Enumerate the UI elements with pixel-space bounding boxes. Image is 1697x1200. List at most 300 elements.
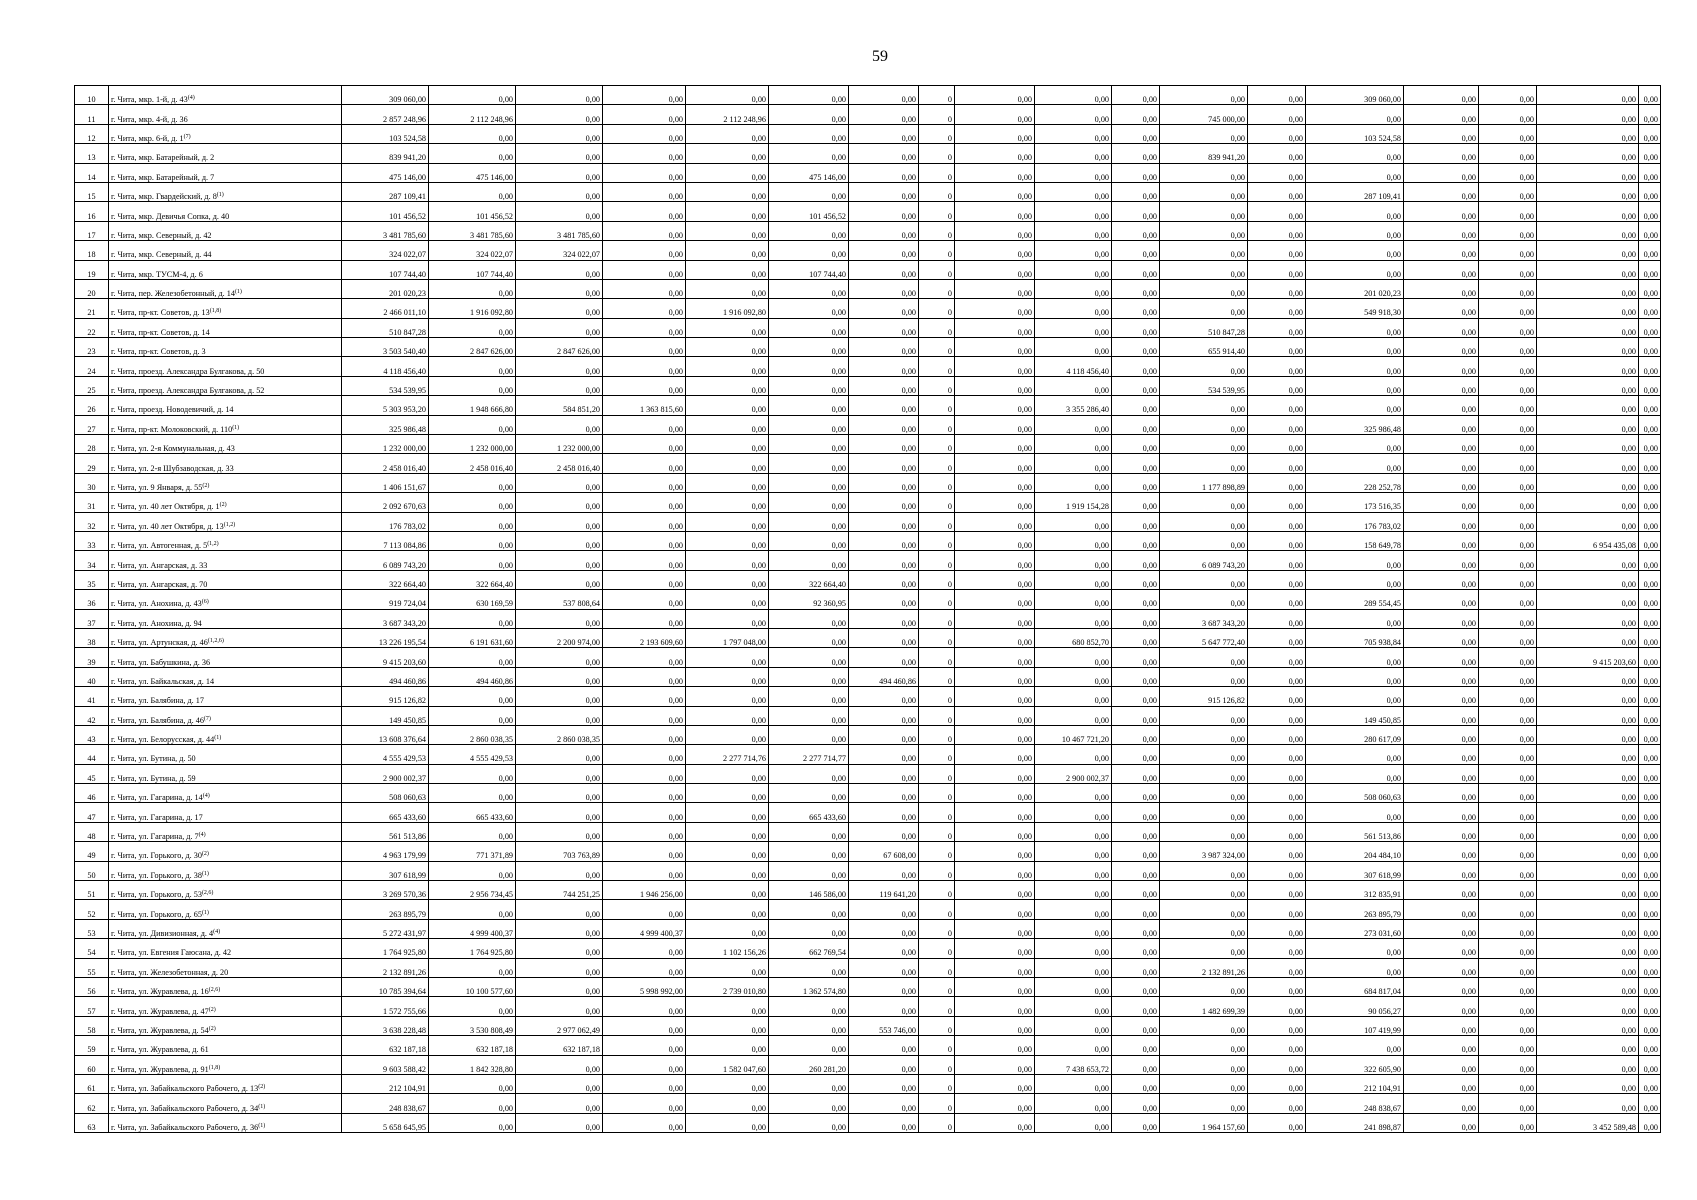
value-cell: 0,00 (849, 415, 919, 434)
value-cell: 0,00 (955, 919, 1035, 938)
value-cell: 1 916 092,80 (686, 299, 769, 318)
value-cell: 0,00 (1160, 182, 1248, 201)
row-number-cell: 53 (75, 919, 109, 938)
value-cell: 0,00 (603, 784, 686, 803)
value-cell: 0,00 (1306, 570, 1404, 589)
value-cell: 0,00 (686, 473, 769, 492)
value-cell: 0,00 (1112, 648, 1160, 667)
value-cell: 0,00 (1479, 473, 1537, 492)
value-cell: 2 458 016,40 (429, 454, 516, 473)
value-cell: 273 031,60 (1306, 919, 1404, 938)
table-row (75, 648, 1661, 667)
value-cell: 0,00 (1479, 706, 1537, 725)
value-cell: 0,00 (1160, 861, 1248, 880)
value-cell: 101 456,52 (342, 202, 429, 221)
address-cell (109, 338, 342, 357)
value-cell: 3 481 785,60 (342, 221, 429, 240)
value-cell: 0,00 (769, 318, 849, 337)
row-number-cell: 58 (75, 1016, 109, 1035)
table-row (75, 493, 1661, 512)
value-cell: 0,00 (1479, 105, 1537, 124)
value-cell: 0,00 (1404, 1016, 1479, 1035)
value-cell: 703 763,89 (516, 842, 603, 861)
address-cell (109, 221, 342, 240)
value-cell: 0,00 (1404, 725, 1479, 744)
address-cell (109, 551, 342, 570)
footnote-marker: (2) (208, 1006, 216, 1013)
value-cell: 1 572 755,66 (342, 997, 429, 1016)
address-text: г. Чита, мкр. 4-й, д. 36 (111, 114, 188, 124)
value-cell: 0,00 (1639, 338, 1661, 357)
value-cell: 0,00 (1479, 279, 1537, 298)
value-cell: 0,00 (429, 124, 516, 143)
value-cell: 0,00 (686, 997, 769, 1016)
value-cell: 0,00 (429, 900, 516, 919)
value-cell: 0,00 (1639, 570, 1661, 589)
value-cell: 4 555 429,53 (342, 745, 429, 764)
value-cell: 0,00 (1537, 881, 1639, 900)
value-cell: 0,00 (1248, 570, 1306, 589)
value-cell: 0,00 (1306, 667, 1404, 686)
value-cell: 4 963 179,99 (342, 842, 429, 861)
value-cell: 9 415 203,60 (342, 648, 429, 667)
value-cell: 260 281,20 (769, 1055, 849, 1074)
value-cell: 92 360,95 (769, 590, 849, 609)
value-cell: 2 112 248,96 (686, 105, 769, 124)
value-cell: 0,00 (1537, 803, 1639, 822)
value-cell: 0,00 (1248, 531, 1306, 550)
value-cell: 0,00 (1537, 454, 1639, 473)
value-cell: 0 (919, 881, 955, 900)
value-cell: 0,00 (849, 628, 919, 647)
value-cell: 0,00 (1112, 512, 1160, 531)
value-cell: 510 847,28 (1160, 318, 1248, 337)
value-cell: 0,00 (1639, 861, 1661, 880)
value-cell: 2 739 010,80 (686, 977, 769, 996)
value-cell: 0,00 (1248, 648, 1306, 667)
value-cell: 0,00 (1639, 881, 1661, 900)
value-cell: 0,00 (516, 997, 603, 1016)
value-cell: 0,00 (1537, 822, 1639, 841)
table-row (75, 260, 1661, 279)
value-cell: 0,00 (1537, 182, 1639, 201)
value-cell: 0,00 (1035, 221, 1112, 240)
value-cell: 0,00 (1537, 977, 1639, 996)
value-cell: 0,00 (429, 493, 516, 512)
value-cell: 0,00 (1639, 163, 1661, 182)
value-cell: 312 835,91 (1306, 881, 1404, 900)
value-cell: 0,00 (1639, 279, 1661, 298)
value-cell: 0 (919, 299, 955, 318)
value-cell: 0,00 (1035, 997, 1112, 1016)
row-number-cell: 27 (75, 415, 109, 434)
value-cell: 680 852,70 (1035, 628, 1112, 647)
value-cell: 0,00 (849, 454, 919, 473)
value-cell: 0,00 (1160, 1074, 1248, 1093)
value-cell: 0,00 (1160, 1094, 1248, 1113)
table-row (75, 396, 1661, 415)
value-cell: 0,00 (429, 1113, 516, 1132)
value-cell: 0,00 (1160, 493, 1248, 512)
value-cell: 0,00 (1537, 124, 1639, 143)
value-cell: 103 524,58 (342, 124, 429, 143)
value-cell: 0,00 (686, 124, 769, 143)
value-cell: 1 919 154,28 (1035, 493, 1112, 512)
value-cell: 0,00 (769, 512, 849, 531)
value-cell: 0 (919, 667, 955, 686)
address-cell (109, 939, 342, 958)
value-cell: 0,00 (603, 1113, 686, 1132)
value-cell: 0,00 (1248, 1094, 1306, 1113)
value-cell: 0,00 (603, 667, 686, 686)
value-cell: 0,00 (1248, 124, 1306, 143)
value-cell: 0,00 (1306, 241, 1404, 260)
value-cell: 3 452 589,48 (1537, 1113, 1639, 1132)
value-cell: 0,00 (1035, 435, 1112, 454)
address-cell (109, 1094, 342, 1113)
value-cell: 0,00 (849, 124, 919, 143)
value-cell: 632 187,18 (429, 1036, 516, 1055)
value-cell: 0,00 (1537, 105, 1639, 124)
value-cell: 0,00 (1479, 919, 1537, 938)
value-cell: 0,00 (1404, 687, 1479, 706)
row-number-cell: 34 (75, 551, 109, 570)
value-cell: 0,00 (1404, 338, 1479, 357)
value-cell: 0,00 (1248, 415, 1306, 434)
value-cell: 0,00 (1160, 803, 1248, 822)
value-cell: 0,00 (955, 590, 1035, 609)
value-cell: 2 900 002,37 (1035, 764, 1112, 783)
value-cell: 0,00 (1479, 144, 1537, 163)
value-cell: 0,00 (849, 997, 919, 1016)
address-cell (109, 590, 342, 609)
value-cell: 0,00 (1639, 1036, 1661, 1055)
value-cell: 0,00 (603, 531, 686, 550)
value-cell: 0,00 (769, 609, 849, 628)
value-cell: 0,00 (1479, 977, 1537, 996)
value-cell: 146 586,00 (769, 881, 849, 900)
value-cell: 0 (919, 939, 955, 958)
address-cell (109, 706, 342, 725)
row-number-cell: 24 (75, 357, 109, 376)
value-cell: 0,00 (1537, 299, 1639, 318)
value-cell: 0,00 (1639, 318, 1661, 337)
value-cell: 0,00 (1035, 1113, 1112, 1132)
value-cell: 0,00 (1035, 415, 1112, 434)
value-cell: 0,00 (955, 551, 1035, 570)
value-cell: 0,00 (603, 745, 686, 764)
value-cell: 0,00 (1306, 648, 1404, 667)
value-cell: 0,00 (1112, 357, 1160, 376)
value-cell: 0,00 (516, 144, 603, 163)
row-number-cell: 21 (75, 299, 109, 318)
value-cell: 212 104,91 (342, 1074, 429, 1093)
value-cell: 549 918,30 (1306, 299, 1404, 318)
table-row (75, 241, 1661, 260)
value-cell: 561 513,86 (1306, 822, 1404, 841)
address-text: г. Чита, ул. Гагарина, д. 7 (111, 832, 199, 842)
address-cell (109, 318, 342, 337)
value-cell: 0,00 (686, 144, 769, 163)
value-cell: 0,00 (516, 784, 603, 803)
value-cell: 632 187,18 (516, 1036, 603, 1055)
value-cell: 0,00 (1404, 861, 1479, 880)
table-row (75, 338, 1661, 357)
table-row (75, 202, 1661, 221)
value-cell: 0,00 (1537, 86, 1639, 105)
value-cell: 0 (919, 163, 955, 182)
value-cell: 510 847,28 (342, 318, 429, 337)
footnote-marker: (1) (258, 1103, 266, 1110)
value-cell: 0,00 (955, 338, 1035, 357)
value-cell: 919 724,04 (342, 590, 429, 609)
row-number-cell: 18 (75, 241, 109, 260)
address-text: г. Чита, ул. Горького, д. 65 (111, 909, 202, 919)
table-row (75, 454, 1661, 473)
value-cell: 0,00 (1404, 202, 1479, 221)
address-cell (109, 512, 342, 531)
value-cell: 0,00 (1112, 861, 1160, 880)
table-row (75, 609, 1661, 628)
value-cell: 0,00 (1248, 279, 1306, 298)
value-cell: 0,00 (1248, 958, 1306, 977)
address-text: г. Чита, ул. Артунская, д. 46 (111, 638, 208, 648)
table-row (75, 86, 1661, 105)
value-cell: 6 191 631,60 (429, 628, 516, 647)
table-row (75, 376, 1661, 395)
value-cell: 0,00 (603, 473, 686, 492)
value-cell: 0 (919, 241, 955, 260)
value-cell: 2 092 670,63 (342, 493, 429, 512)
value-cell: 0,00 (1537, 473, 1639, 492)
value-cell: 0,00 (603, 648, 686, 667)
value-cell: 0 (919, 1016, 955, 1035)
value-cell: 0 (919, 590, 955, 609)
value-cell: 0,00 (1248, 454, 1306, 473)
table-row (75, 318, 1661, 337)
address-cell (109, 900, 342, 919)
value-cell: 248 838,67 (1306, 1094, 1404, 1113)
value-cell: 0,00 (1639, 86, 1661, 105)
value-cell: 0,00 (955, 124, 1035, 143)
value-cell: 0,00 (1112, 958, 1160, 977)
table-row (75, 531, 1661, 550)
address-cell (109, 628, 342, 647)
value-cell: 1 362 574,80 (769, 977, 849, 996)
value-cell: 0,00 (955, 415, 1035, 434)
value-cell: 309 060,00 (342, 86, 429, 105)
value-cell: 0,00 (1306, 260, 1404, 279)
value-cell: 2 277 714,77 (769, 745, 849, 764)
value-cell: 0,00 (1160, 163, 1248, 182)
value-cell: 0,00 (1035, 570, 1112, 589)
value-cell: 3 355 286,40 (1035, 396, 1112, 415)
table-row (75, 512, 1661, 531)
value-cell: 0,00 (849, 803, 919, 822)
value-cell: 2 277 714,76 (686, 745, 769, 764)
address-text: г. Чита, ул. Бутина, д. 59 (111, 773, 196, 783)
value-cell: 553 746,00 (849, 1016, 919, 1035)
footnote-marker: (2,6) (208, 987, 221, 994)
table-row (75, 415, 1661, 434)
value-cell: 0,00 (1404, 939, 1479, 958)
address-text: г. Чита, мкр. Северный, д. 42 (111, 230, 212, 240)
value-cell: 0,00 (1639, 900, 1661, 919)
value-cell: 0,00 (1537, 241, 1639, 260)
address-text: г. Чита, мкр. Гвардейский, д. 8 (111, 192, 217, 202)
value-cell: 0,00 (769, 241, 849, 260)
value-cell: 0,00 (769, 1074, 849, 1093)
value-cell: 0,00 (1035, 512, 1112, 531)
value-cell: 1 363 815,60 (603, 396, 686, 415)
value-cell: 0,00 (516, 318, 603, 337)
address-text: г. Чита, ул. Дивизионная, д. 4 (111, 928, 214, 938)
value-cell: 3 987 324,00 (1160, 842, 1248, 861)
value-cell: 3 481 785,60 (429, 221, 516, 240)
value-cell: 0,00 (1537, 725, 1639, 744)
value-cell: 0,00 (1112, 745, 1160, 764)
value-cell: 0 (919, 144, 955, 163)
value-cell: 665 433,60 (342, 803, 429, 822)
value-cell: 0,00 (1035, 318, 1112, 337)
address-text: г. Чита, ул. Белорусская, д. 44 (111, 735, 215, 745)
value-cell: 0,00 (603, 376, 686, 395)
value-cell: 0,00 (1479, 1036, 1537, 1055)
value-cell: 0,00 (1035, 706, 1112, 725)
value-cell: 0,00 (516, 706, 603, 725)
row-number-cell: 28 (75, 435, 109, 454)
value-cell: 0,00 (955, 105, 1035, 124)
table-row (75, 105, 1661, 124)
value-cell: 0,00 (1112, 764, 1160, 783)
value-cell: 0,00 (686, 706, 769, 725)
value-cell: 0,00 (1479, 590, 1537, 609)
value-cell: 0,00 (1479, 725, 1537, 744)
value-cell: 0,00 (1035, 473, 1112, 492)
value-cell: 0,00 (686, 86, 769, 105)
row-number-cell: 22 (75, 318, 109, 337)
value-cell: 0,00 (849, 687, 919, 706)
value-cell: 0,00 (1112, 997, 1160, 1016)
row-number-cell: 17 (75, 221, 109, 240)
value-cell: 0,00 (1035, 1016, 1112, 1035)
value-cell: 0,00 (1160, 1055, 1248, 1074)
value-cell: 0,00 (1537, 415, 1639, 434)
value-cell: 0,00 (686, 919, 769, 938)
value-cell: 0,00 (1306, 609, 1404, 628)
value-cell: 0,00 (1112, 551, 1160, 570)
value-cell: 0,00 (1479, 997, 1537, 1016)
row-number-cell: 13 (75, 144, 109, 163)
value-cell: 0,00 (1112, 822, 1160, 841)
value-cell: 0,00 (603, 1036, 686, 1055)
address-cell (109, 124, 342, 143)
value-cell: 149 450,85 (1306, 706, 1404, 725)
value-cell: 0,00 (1248, 900, 1306, 919)
value-cell: 0,00 (1639, 1016, 1661, 1035)
value-cell: 0,00 (955, 512, 1035, 531)
value-cell: 1 232 000,00 (516, 435, 603, 454)
value-cell: 6 954 435,08 (1537, 531, 1639, 550)
value-cell: 0 (919, 202, 955, 221)
value-cell: 0,00 (849, 299, 919, 318)
value-cell: 0,00 (1479, 745, 1537, 764)
value-cell: 3 503 540,40 (342, 338, 429, 357)
value-cell: 0,00 (516, 260, 603, 279)
value-cell: 0,00 (603, 570, 686, 589)
value-cell: 655 914,40 (1160, 338, 1248, 357)
value-cell: 0,00 (1479, 861, 1537, 880)
value-cell: 0,00 (1112, 221, 1160, 240)
value-cell: 0,00 (429, 357, 516, 376)
value-cell: 0,00 (603, 803, 686, 822)
footnote-marker: (1,8) (208, 1064, 221, 1071)
value-cell: 0 (919, 396, 955, 415)
address-text: г. Чита, ул. Железобетонная, д. 20 (111, 967, 229, 977)
value-cell: 0,00 (1639, 609, 1661, 628)
value-cell: 0 (919, 1113, 955, 1132)
value-cell: 0,00 (955, 493, 1035, 512)
value-cell: 0,00 (769, 1036, 849, 1055)
value-cell: 1 964 157,60 (1160, 1113, 1248, 1132)
table-row (75, 842, 1661, 861)
address-text: г. Чита, ул. Журавлева, д. 47 (111, 1006, 209, 1016)
value-cell: 0,00 (955, 221, 1035, 240)
value-cell: 632 187,18 (342, 1036, 429, 1055)
value-cell: 0,00 (686, 551, 769, 570)
value-cell: 0,00 (1248, 667, 1306, 686)
value-cell: 6 089 743,20 (342, 551, 429, 570)
value-cell: 1 582 047,60 (686, 1055, 769, 1074)
value-cell: 0 (919, 415, 955, 434)
value-cell: 241 898,87 (1306, 1113, 1404, 1132)
value-cell: 0,00 (1035, 648, 1112, 667)
row-number-cell: 48 (75, 822, 109, 841)
row-number-cell: 43 (75, 725, 109, 744)
value-cell: 0,00 (849, 551, 919, 570)
value-cell: 0,00 (686, 590, 769, 609)
value-cell: 0,00 (1035, 1094, 1112, 1113)
value-cell: 0,00 (955, 784, 1035, 803)
value-cell: 0,00 (1537, 745, 1639, 764)
value-cell: 0,00 (1160, 745, 1248, 764)
table-row (75, 551, 1661, 570)
value-cell: 0,00 (429, 415, 516, 434)
row-number-cell: 10 (75, 86, 109, 105)
row-number-cell: 26 (75, 396, 109, 415)
value-cell: 0,00 (686, 531, 769, 550)
value-cell: 0 (919, 706, 955, 725)
value-cell: 0,00 (1306, 221, 1404, 240)
address-cell (109, 1055, 342, 1074)
value-cell: 0,00 (1404, 473, 1479, 492)
address-cell (109, 376, 342, 395)
value-cell: 0,00 (686, 260, 769, 279)
value-cell: 4 555 429,53 (429, 745, 516, 764)
value-cell: 0,00 (1035, 958, 1112, 977)
value-cell: 0,00 (1112, 105, 1160, 124)
value-cell: 0,00 (516, 357, 603, 376)
value-cell: 0,00 (769, 279, 849, 298)
value-cell: 324 022,07 (342, 241, 429, 260)
value-cell: 0,00 (686, 861, 769, 880)
value-cell: 0,00 (1160, 570, 1248, 589)
value-cell: 0,00 (603, 551, 686, 570)
value-cell: 0,00 (1479, 338, 1537, 357)
value-cell: 0,00 (1479, 1074, 1537, 1093)
value-cell: 1 406 151,67 (342, 473, 429, 492)
value-cell: 0,00 (955, 648, 1035, 667)
